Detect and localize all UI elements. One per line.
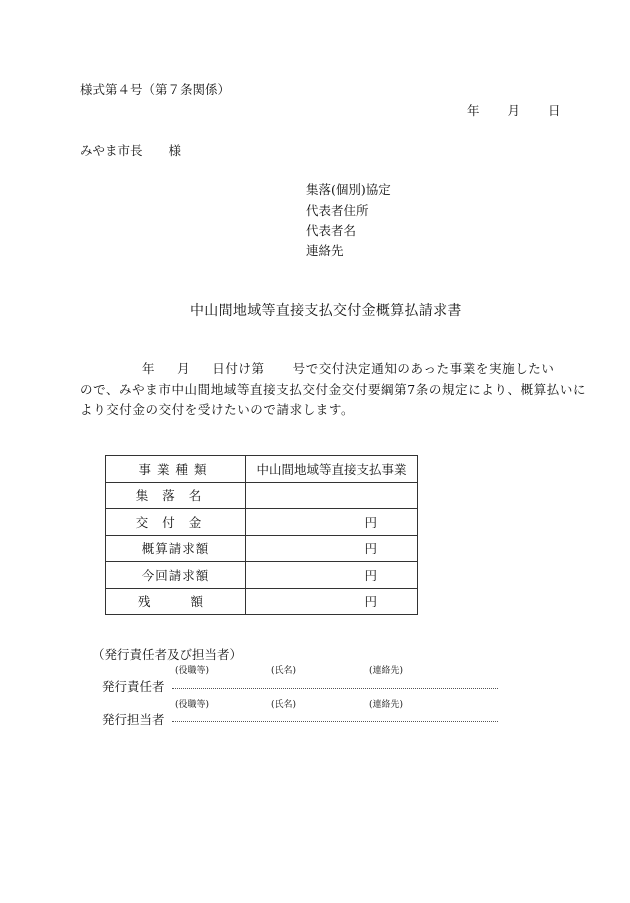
body-month: 月: [177, 361, 191, 376]
sender-agreement: 集落(個別)協定: [306, 182, 391, 197]
table-row: [106, 535, 418, 562]
table-row: [106, 588, 418, 615]
row-value-village: [246, 482, 418, 509]
issuer-responsible-label: 発行責任者: [102, 679, 165, 694]
row-value-grant: 円: [246, 509, 418, 536]
addressee-honorific: 様: [168, 143, 182, 158]
table-row: [106, 482, 418, 509]
row-label-grant: 交付金: [106, 509, 246, 536]
body-end: 号で交付決定通知のあった事業を実施したい: [292, 361, 555, 376]
date-month: 月: [507, 103, 521, 118]
date-year: 年: [467, 103, 480, 118]
col-name: (氏名): [271, 700, 297, 710]
table-row: [106, 562, 418, 589]
body-year: 年: [142, 361, 156, 376]
addressee-name: みやま市長: [80, 143, 143, 158]
row-label-estimated: 概算請求額: [106, 535, 246, 562]
col-position: (役職等): [175, 700, 210, 710]
sender-contact: 連絡先: [306, 243, 344, 258]
col-contact: (連絡先): [369, 700, 404, 710]
date-line: [467, 101, 561, 119]
request-table: [105, 455, 418, 615]
row-label-current: 今回請求額: [106, 562, 246, 589]
row-value-current: 円: [246, 562, 418, 589]
date-day: 日: [548, 103, 561, 118]
row-label-project-type: 事業種類: [106, 456, 246, 483]
issuer-staff-label: 発行担当者: [102, 712, 165, 727]
col-name: (氏名): [271, 666, 297, 676]
row-label-balance: 残額: [106, 588, 246, 615]
table-row: [106, 456, 418, 483]
row-value-balance: 円: [246, 588, 418, 615]
sender-address: 代表者住所: [306, 203, 369, 218]
issuer-staff-line[interactable]: [172, 721, 498, 722]
body-line-2: ので、みやま市中山間地域等直接支払交付金交付要綱第7条の規定により、概算払いに: [80, 382, 587, 397]
document-title: 中山間地域等直接支払交付金概算払請求書: [190, 303, 462, 319]
body-mid: 日付け第: [212, 361, 265, 376]
col-contact: (連絡先): [369, 666, 404, 676]
row-value-project-type: 中山間地域等直接支払事業: [246, 456, 418, 483]
form-number: 様式第４号（第７条関係）: [80, 82, 231, 97]
body-line-1: [80, 359, 555, 377]
issuer-responsible-line[interactable]: [172, 688, 498, 689]
col-position: (役職等): [175, 666, 210, 676]
table-row: [106, 509, 418, 536]
sender-representative: 代表者名: [306, 223, 357, 238]
body-line-3: より交付金の交付を受けたいので請求します。: [80, 402, 355, 417]
responsible-heading: （発行責任者及び担当者）: [92, 647, 243, 662]
row-value-estimated: 円: [246, 535, 418, 562]
addressee: [80, 141, 181, 159]
row-label-village: 集落名: [106, 482, 246, 509]
